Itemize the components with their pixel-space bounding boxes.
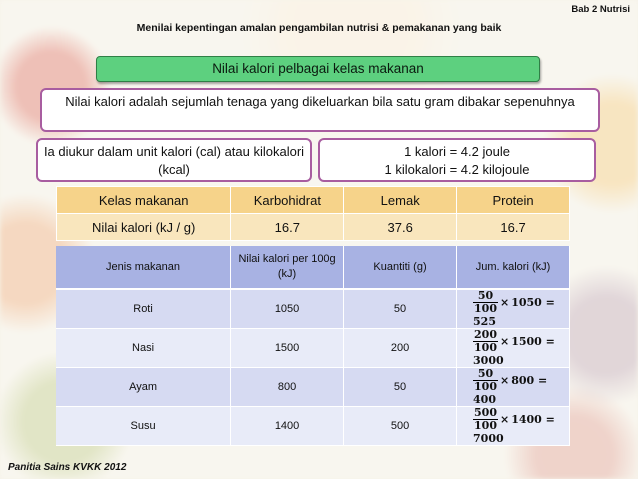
class-calorie-table (56, 186, 570, 241)
table-row (56, 407, 570, 446)
food-name: Roti (56, 289, 231, 329)
food-name: Susu (56, 407, 231, 446)
quantity: 200 (344, 329, 457, 368)
calorie-calculation: $\frac{500}{100}$ × 1400 = 7000 (457, 407, 570, 446)
conversion-box (318, 138, 596, 182)
table-row (56, 329, 570, 368)
calorie-value: 1500 (231, 329, 344, 368)
definition-box: Nilai kalori adalah sejumlah tenaga yang dikeluarkan bila satu gram dibakar sepenuhnya (40, 88, 600, 132)
value-cell: 37.6 (344, 214, 457, 241)
calorie-calculation: $\frac{50}{100}$ × 800 = 400 (457, 368, 570, 407)
chapter-label: Bab 2 Nutrisi (571, 4, 630, 15)
value-cell: 16.7 (231, 214, 344, 241)
food-calorie-table (56, 246, 570, 446)
topic-box: Nilai kalori pelbagai kelas makanan (96, 56, 540, 82)
calorie-calculation: $\frac{200}{100}$ × 1500 = 3000 (457, 329, 570, 368)
header-cell: Jum. kalori (kJ) (457, 246, 570, 289)
header-cell: Protein (457, 187, 570, 214)
table-row (56, 289, 570, 329)
calorie-value: 1400 (231, 407, 344, 446)
calorie-calculation: $\frac{50}{100}$ × 1050 = 525 (457, 289, 570, 329)
food-name: Nasi (56, 329, 231, 368)
footer-credit: Panitia Sains KVKK 2012 (8, 462, 127, 473)
header-cell: Karbohidrat (231, 187, 344, 214)
class-table-header (57, 187, 570, 214)
conversion-calorie: 1 kalori = 4.2 joule (404, 144, 510, 159)
conversion-kilocalorie: 1 kilokalori = 4.2 kilojoule (384, 162, 530, 177)
table-row (56, 368, 570, 407)
quantity: 50 (344, 289, 457, 329)
header-cell: Nilai kalori per 100g (kJ) (231, 246, 344, 289)
fraction: $\frac{50}{100}$ (474, 367, 497, 393)
food-table-header (56, 246, 570, 289)
calorie-value: 800 (231, 368, 344, 407)
fraction: $\frac{500}{100}$ (474, 406, 497, 432)
header-cell: Lemak (344, 187, 457, 214)
class-table-row (57, 214, 570, 241)
quantity: 500 (344, 407, 457, 446)
header-cell: Kelas makanan (57, 187, 231, 214)
quantity: 50 (344, 368, 457, 407)
page-title: Menilai kepentingan amalan pengambilan nutrisi & pemakanan yang baik (136, 22, 502, 34)
calorie-value: 1050 (231, 289, 344, 329)
unit-box: Ia diukur dalam unit kalori (cal) atau kilokalori (kcal) (36, 138, 312, 182)
row-label: Nilai kalori (kJ / g) (57, 214, 231, 241)
food-name: Ayam (56, 368, 231, 407)
header-cell: Jenis makanan (56, 246, 231, 289)
header-cell: Kuantiti (g) (344, 246, 457, 289)
fraction: $\frac{200}{100}$ (474, 328, 497, 354)
fraction: $\frac{50}{100}$ (474, 289, 497, 315)
value-cell: 16.7 (457, 214, 570, 241)
